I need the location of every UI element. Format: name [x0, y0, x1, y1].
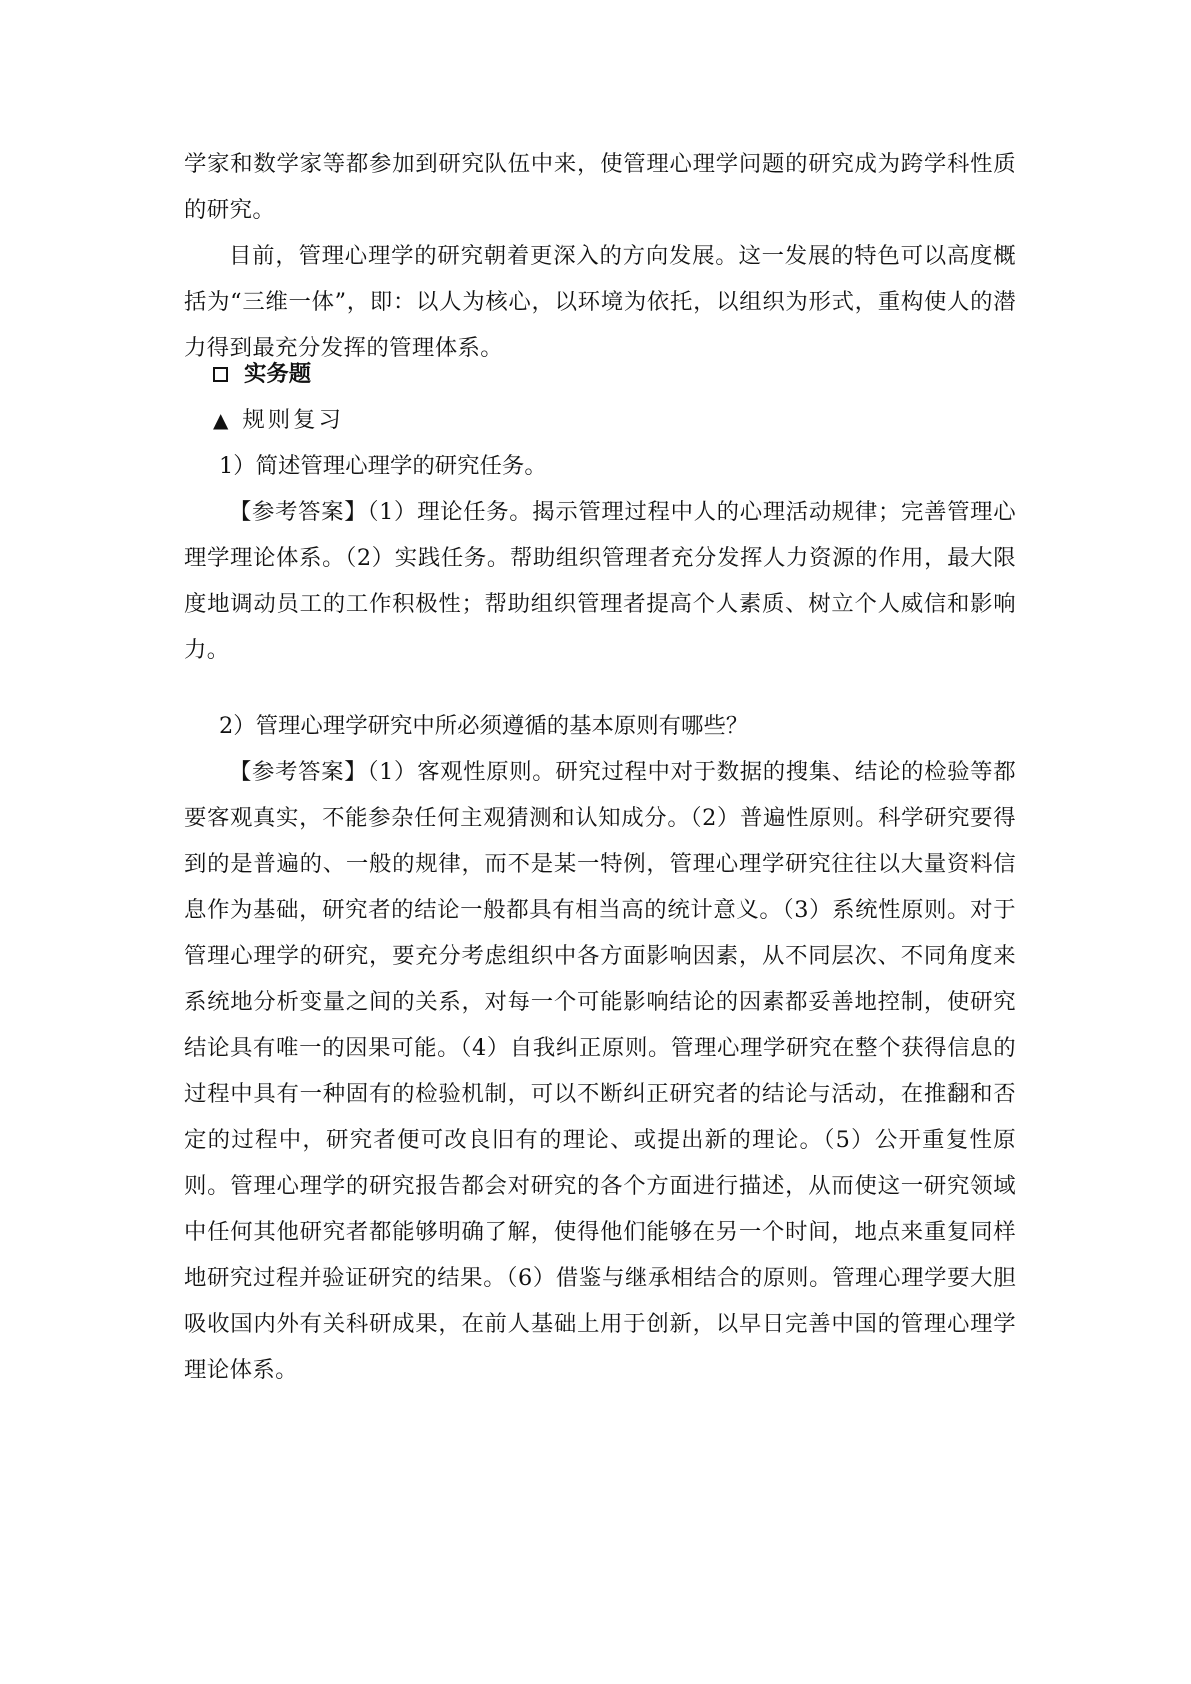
section-subheading-label: 规则复习 — [242, 407, 344, 433]
triangle-up-icon: ▲ — [213, 408, 229, 432]
paragraph-continuation: 学家和数学家等都参加到研究队伍中来，使管理心理学问题的研究成为跨学科性质的研究。 — [184, 151, 1016, 223]
answer-1: 【参考答案】（1）理论任务。揭示管理过程中人的心理活动规律；完善管理心理学理论体系。（2）实践任务。帮助组织管理者充分发挥人力资源的作用，最大限度地调动员工的工作积极性；帮助组织管理者提高个人素质、树立个人威信和影响力。 — [184, 499, 1016, 663]
question-2: 2）管理心理学研究中所必须遵循的基本原则有哪些？ — [219, 713, 749, 739]
checkbox-square-icon — [213, 367, 228, 382]
section-heading-label: 实务题 — [244, 361, 312, 387]
answer-2: 【参考答案】（1）客观性原则。研究过程中对于数据的搜集、结论的检验等都要客观真实，不能参杂任何主观猜测和认知成分。（2）普遍性原则。科学研究要得到的是普遍的、一般的规律，而不是某一特例，管理心理学研究往往以大量资料信息作为基础，研究者的结论一般都具有相当高的统计意义。（3）系统性原则。对于管理心理学的研究，要充分考虑组织中各方面影响因素，从不同层次、不同角度来系统地分析变量之间的关系，对每一个可能影响结论的因素都妥善地控制，使研究结论具有唯一的因果可能。（4）自我纠正原则。管理心理学研究在整个获得信息的过程中具有一种固有的检验机制，可以不断纠正研究者的结论与活动，在推翻和否定的过程中，研究者便可改良旧有的理论、或提出新的理论。（5）公开重复性原则。管理心理学的研究报告都会对研究的各个方面进行描述，从而使这一研究领域中任何其他研究者都能够明确了解，使得他们能够在另一个时间，地点来重复同样地研究过程并验证研究的结果。（6）借鉴与继承相结合的原则。管理心理学要大胆吸收国内外有关科研成果，在前人基础上用于创新，以早日完善中国的管理心理学理论体系。 — [184, 759, 1016, 1383]
section-subheading — [213, 397, 344, 443]
paragraph-current-development: 目前，管理心理学的研究朝着更深入的方向发展。这一发展的特色可以高度概括为“三维一体”，即：以人为核心，以环境为依托，以组织为形式，重构使人的潜力得到最充分发挥的管理体系。 — [184, 243, 1016, 361]
question-1: 1）简述管理心理学的研究任务。 — [219, 453, 547, 479]
section-heading — [213, 351, 311, 397]
